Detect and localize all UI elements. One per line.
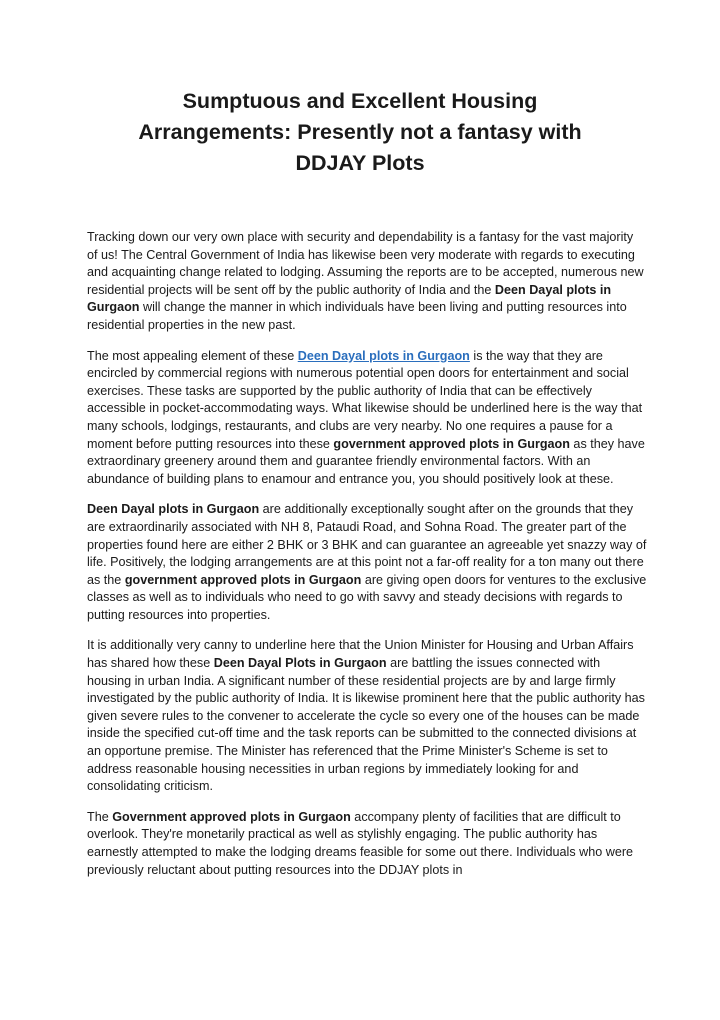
paragraph-4-bold-deen-dayal: Deen Dayal Plots in Gurgaon bbox=[213, 656, 387, 671]
paragraph-3-bold-govt-plots: government approved plots in Gurgaon bbox=[124, 572, 362, 587]
paragraph-1-bold-deen-dayal: Deen Dayal plots in Gurgaon bbox=[87, 282, 612, 315]
page-title bbox=[60, 86, 660, 179]
title-line-1: Sumptuous and Excellent Housing bbox=[182, 89, 538, 113]
paragraph-5-bold-govt-plots: Government approved plots in Gurgaon bbox=[112, 809, 351, 824]
paragraph-5-text-b: accompany plenty of facilities that are difficult to overlook. They're monetarily practical as well as stylishly engaging. The public authority has earnestly attempted to make the lodging dreams feasible for some out there. Individuals who were previously reluctant about putting resources into the DDJAY plots in bbox=[87, 809, 634, 877]
paragraph-1-text-b: will change the manner in which individuals have been living and putting resources into residential properties in the new past. bbox=[87, 300, 627, 332]
paragraph-4-text-b: are battling the issues connected with housing in urban India. A significant number of these residential projects are by and large firmly investigated by the public authority of India. It is likewise prominent here that the public authority has given severe rules to the convener to accelerate the cycle so every one of the houses can be made inside the specified cut-off time and the task reports can be submitted to the connected divisions at an opportune premise. The Minister has referenced that the Prime Minister's Scheme is set to address reasonable housing necessities in urban regions by immediately looking for and consolidating criticism. bbox=[87, 656, 645, 794]
paragraph-2-bold-govt-plots: government approved plots in Gurgaon bbox=[333, 436, 570, 451]
paragraph-1 bbox=[87, 229, 647, 335]
paragraph-2-text-a: The most appealing element of these bbox=[87, 348, 298, 363]
paragraph-3 bbox=[87, 501, 647, 624]
paragraph-3-text-a: are additionally exceptionally sought after on the grounds that they are extraordinarily associated with NH 8, Pataudi Road, and Sohna Road. The greater part of the properties found here are either 2 BHK or 3 BHK and can guarantee an agreeable yet snazzy way of life. Positively, the lodging arrangements are at this point not a far-off reality for a ton many out there as the bbox=[87, 502, 647, 587]
paragraph-5-text-a: The bbox=[87, 809, 113, 824]
paragraph-4-text-a: It is additionally very canny to underline here that the Union Minister for Housing and Urban Affairs has shared how these bbox=[87, 638, 634, 671]
title-line-3: DDJAY Plots bbox=[295, 151, 425, 175]
paragraph-2 bbox=[87, 348, 647, 489]
paragraph-1-text-a: Tracking down our very own place with security and dependability is a fantasy for the vast majority of us! The Central Government of India has likewise been very moderate with regards to executing and acquainting change related to lodging. Assuming the reports are to be accepted, numerous new residential projects will be sent off by the public authority of India and the bbox=[87, 230, 644, 297]
paragraph-5 bbox=[87, 809, 647, 879]
paragraph-3-bold-deen-dayal: Deen Dayal plots in Gurgaon bbox=[87, 502, 260, 517]
deen-dayal-plots-link[interactable]: Deen Dayal plots in Gurgaon bbox=[297, 348, 470, 363]
paragraph-2-text-c: as they have extraordinary greenery around them and guarantee friendly environmental factors. With an abundance of building plans to enamour and entrance you, you should positively look at these. bbox=[87, 436, 645, 486]
title-line-2: Arrangements: Presently not a fantasy with bbox=[138, 120, 582, 144]
paragraph-4 bbox=[87, 637, 647, 795]
article-body bbox=[87, 229, 647, 892]
paragraph-2-text-b: is the way that they are encircled by commercial regions with numerous potential open doors for entertainment and social exercises. These tasks are supported by the public authority of India that can be effectively accessible in pocket-accommodating ways. What likewise should be underlined here is the way that many schools, lodgings, restaurants, and clubs are very nearby. No one requires a pause for a moment before putting resources into these bbox=[87, 348, 643, 451]
paragraph-3-text-b: are giving open doors for ventures to the exclusive classes as well as to individuals who need to go with savvy and steady decisions with regards to putting resources into properties. bbox=[87, 572, 647, 622]
